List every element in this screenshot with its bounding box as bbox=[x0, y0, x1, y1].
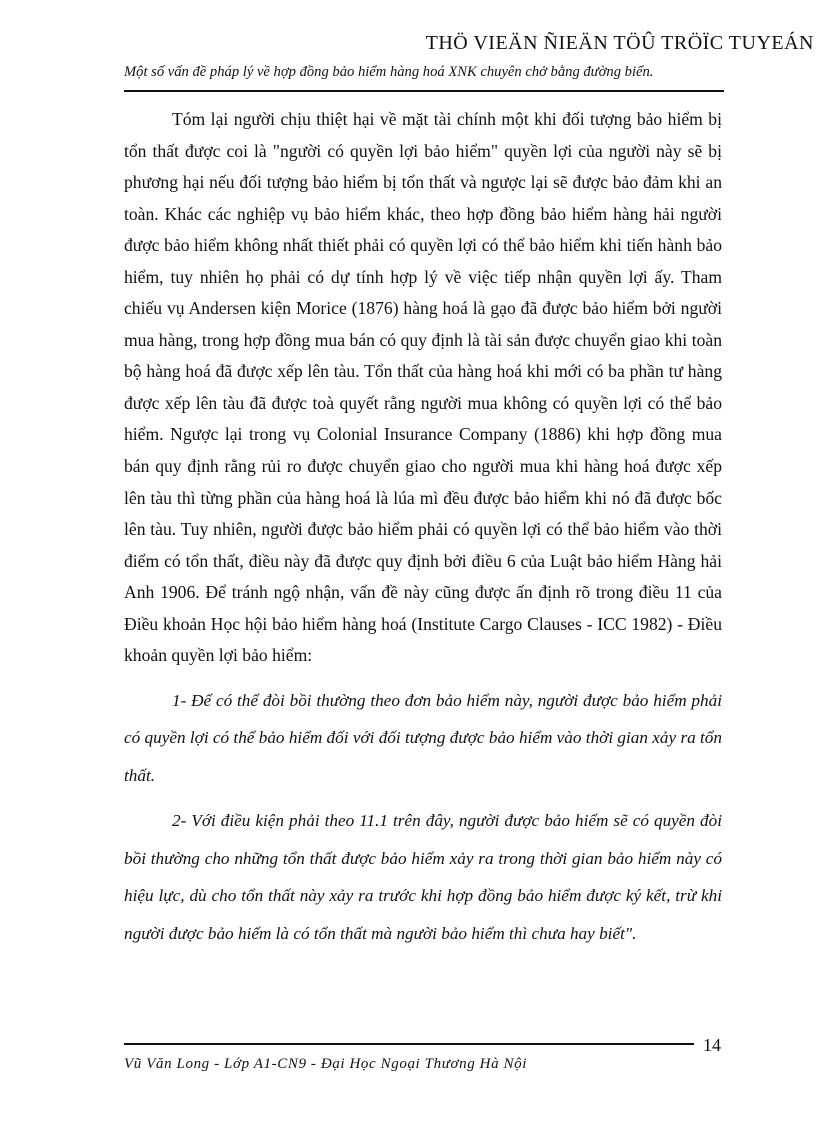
running-header-title: Một số vấn đề pháp lý về hợp đồng bảo hiểm hàng hoá XNK chuyên chở bằng đường biển. bbox=[124, 64, 654, 80]
quoted-clause-1: 1- Để có thể đòi bồi thường theo đơn bảo hiểm này, người được bảo hiểm phải có quyền lợi có thể bảo hiểm đối với đối tượng được bảo hiểm vào thời gian xảy ra tổn thất. bbox=[124, 690, 722, 785]
quoted-clause-2: 2- Với điều kiện phải theo 11.1 trên đây, người được bảo hiểm sẽ có quyền đòi bồi thường cho những tổn thất được bảo hiểm xảy ra trong thời gian bảo hiểm này có hiệu lực, dù cho tổn thất này xảy ra trước khi hợp đồng bảo hiểm được ký kết, trừ khi người được bảo hiểm là có tổn thất mà người bảo hiểm thì chưa hay biết". bbox=[124, 811, 722, 943]
header-divider bbox=[124, 90, 724, 92]
footer-author-line: Vũ Văn Long - Lớp A1-CN9 - Đại Học Ngoại Thương Hà Nội bbox=[124, 1056, 527, 1072]
page-body bbox=[124, 104, 722, 952]
library-watermark: THÖ VIEÄN ÑIEÄN TÖÛ TRÖÏC TUYEÁN bbox=[425, 32, 814, 54]
footer-divider bbox=[124, 1043, 694, 1045]
page-number: 14 bbox=[703, 1035, 721, 1055]
body-paragraph: Tóm lại người chịu thiệt hại về mặt tài chính một khi đối tượng bảo hiểm bị tổn thất được coi là "người có quyền lợi bảo hiểm" quyền lợi của người này sẽ bị phương hại nếu đối tượng bảo hiểm bị tổn thất và ngược lại sẽ được bảo đảm khi an toàn. Khác các nghiệp vụ bảo hiểm khác, theo hợp đồng bảo hiểm hàng hải người được bảo hiểm không nhất thiết phải có quyền lợi có thể bảo hiểm khi tiến hành bảo hiểm, tuy nhiên họ phải có dự tính hợp lý về việc tiếp nhận quyền lợi ấy. Tham chiếu vụ Andersen kiện Morice (1876) hàng hoá là gạo đã được bảo hiểm bởi người mua hàng, trong hợp đồng mua bán có quy định là tài sản được chuyển giao khi toàn bộ hàng hoá đã được xếp lên tàu. Tổn thất của hàng hoá khi mới có ba phần tư hàng được xếp lên tàu đã được toà quyết rằng người mua không có quyền lợi có thể bảo hiểm. Ngược lại trong vụ Colonial Insurance Company (1886) khi hợp đồng mua bán quy định rằng rủi ro được chuyển giao cho người mua khi hàng hoá được xếp lên tàu thì từng phần của hàng hoá là lúa mì đều được bảo hiểm khi nó đã được bốc lên tàu. Tuy nhiên, người được bảo hiểm phải có quyền lợi có thể bảo hiểm vào thời điểm có tổn thất, điều này đã được quy định bởi điều 6 của Luật bảo hiểm Hàng hải Anh 1906. Để tránh ngộ nhận, vấn đề này cũng được ấn định rõ trong điều 11 của Điều khoản Học hội bảo hiểm hàng hoá (Institute Cargo Clauses - ICC 1982) - Điều khoản quyền lợi bảo hiểm: bbox=[124, 109, 722, 666]
